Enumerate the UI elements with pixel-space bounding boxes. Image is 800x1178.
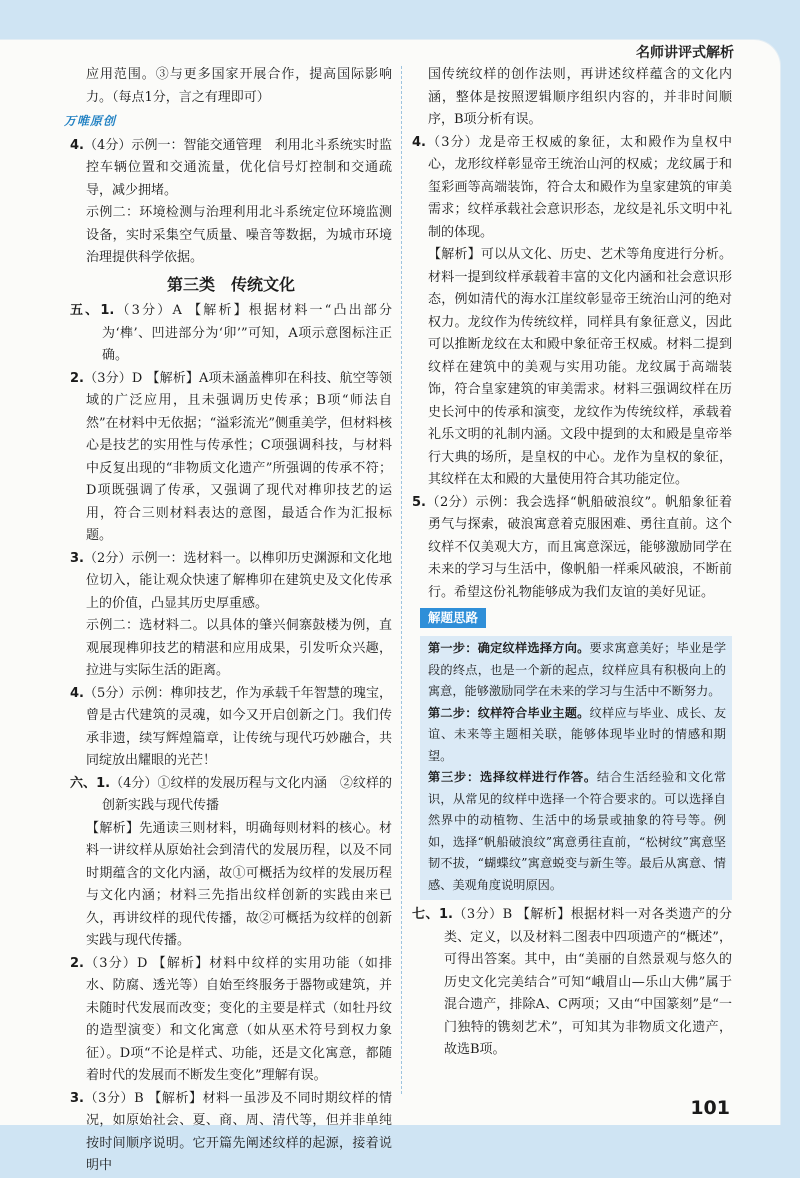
- six-q3: [70, 1088, 392, 1178]
- hint-step1-title: 第一步：确定纹样选择方向。: [428, 641, 590, 655]
- hint-step3-title: 第三步：选择纹样进行作答。: [428, 770, 597, 784]
- hint-label: 解题思路: [420, 608, 486, 628]
- seven-q1-number: 1.: [438, 907, 453, 922]
- six-q3-text: （3分）B 【解析】材料一虽涉及不同时期纹样的情况，如原始社会、夏、商、周、清代等，但并非单纯按时间顺序说明。它开篇先阐述纹样的起源，接着说明中: [83, 1090, 392, 1173]
- seven-prefix: 七、: [412, 907, 439, 922]
- six-q2-text: （3分）D 【解析】材料中纹样的实用功能（如排水、防腐、透光等）自始至终服务于器物或建筑，并未随时代发展而改变；变化的主要是样式（如牡丹纹的造型演变）和文化寓意（如从巫术符号到权力象征）。D项“不论是样式、功能，还是文化寓意，都随着时代的发展而不断发生变化”理解有误。: [83, 955, 392, 1083]
- column-divider: [401, 66, 402, 1094]
- brand-tag: 万唯原创: [64, 114, 117, 128]
- six-q4-analysis: 【解析】可以从文化、历史、艺术等角度进行分析。材料一提到纹样承载着丰富的文化内涵和社会意识形态，例如清代的海水江崖纹彰显帝王统治山河的绝对权力。龙纹作为传统纹样，同样具有象征意义，因此可以推断龙纹在太和殿中象征帝王权威。材料二提到纹样在建筑中的美观与实用功能。龙纹属于高端装饰，符合皇家建筑的审美需求。材料三强调纹样在历史长河中的传承和演变，龙纹作为传统纹样，承载着礼乐文明的礼制内涵。文段中提到的太和殿是皇帝举行大典的场所，是皇权的中心。龙作为皇权的象征，其纹样在太和殿的大量使用符合其功能定位。: [428, 247, 732, 487]
- q4-answer: [70, 135, 392, 203]
- five-q1-number: 1.: [100, 303, 115, 318]
- seven-q1: [412, 904, 732, 1062]
- left-column: [64, 64, 392, 1178]
- q4-text: （4分）示例一：智能交通管理 利用北斗系统实时监控车辆位置和交通流量，优化信号灯控制和交通疏导，减少拥堵。: [83, 137, 392, 198]
- six-q5-text: （2分）示例：我会选择“帆船破浪纹”。帆船象征着勇气与探索，破浪寓意着克服困难、勇往直前。这个纹样不仅美观大方，而且寓意深远，能够激励同学在未来的学习与生活中，像帆船一样乘风破浪，不断前行。希望这份礼物能够成为我们友谊的美好见证。: [425, 494, 732, 600]
- six-q4-text: （3分）龙是帝王权威的象征，太和殿作为皇权中心，龙形纹样彰显帝王统治山河的权威；龙纹属于和玺彩画等高端装饰，符合太和殿作为皇家建筑的审美需求；纹样承载社会意识形态，龙纹是礼乐文明中礼制的体现。: [425, 134, 732, 240]
- five-q2-number: 2.: [70, 370, 84, 386]
- six-q1-number: 1.: [96, 775, 111, 791]
- q4-number: 4.: [70, 137, 84, 153]
- hint-box: [420, 636, 732, 900]
- six-q3-continued: 国传统纹样的创作法则，再讲述纹样蕴含的文化内涵，整体是按照逻辑顺序组织内容的，并非时间顺序，B项分析有误。: [428, 67, 732, 127]
- five-q3-text: （2分）示例一：选材料一。以榫卯历史渊源和文化地位切入，能让观众快速了解榫卯在建筑史及文化传承上的价值，凸显其历史厚重感。: [83, 550, 392, 611]
- five-q4-text: （5分）示例：榫卯技艺，作为承载千年智慧的瑰宝，曾是古代建筑的灵魂，如今又开启创新之门。我们传承非遗，续写辉煌篇章，让传统与现代巧妙融合，共同绽放出耀眼的光芒！: [83, 685, 392, 768]
- five-q4-number: 4.: [70, 685, 84, 701]
- six-prefix: 六、: [70, 775, 97, 791]
- six-q1: [70, 773, 392, 818]
- hint-step2: [428, 703, 726, 768]
- page-number: 101: [690, 1097, 730, 1119]
- section-title: 第三类 传统文化: [166, 274, 295, 294]
- hint-step1-text: 要求寓意美好；毕业是学段的终点，也是一个新的起点，纹样应具有积极向上的寓意，能够激励同学在未来的学习与生活中不断努力。: [428, 641, 727, 698]
- five-q2: [70, 368, 392, 548]
- hint-step2-text: 纹样应与毕业、成长、友谊、未来等主题相关联，能够体现毕业时的情感和期望。: [428, 705, 727, 763]
- five-q2-text: （3分）D 【解析】A项未涵盖榫卯在科技、航空等领域的广泛应用，且未强调历史传承；B项“师法自然”在材料中无依据；“溢彩流光”侧重美学，但材料核心是技艺的实用性与传承性；C项强调科技，与材料中反复出现的“非物质文化遗产”所强调的传承不符；D项既强调了传承，又强调了现代对榫卯技艺的运用，符合三则材料表达的意图，最适合作为汇报标题。: [83, 370, 392, 543]
- five-q3-number: 3.: [70, 550, 84, 566]
- six-q4-number: 4.: [412, 134, 426, 150]
- intro-text: 应用范围。③与更多国家开展合作，提高国际影响力。（每点1分，言之有理即可）: [86, 67, 392, 105]
- five-q4: [70, 683, 392, 773]
- header-title: 名师讲评式解析: [636, 45, 734, 61]
- five-q3: [70, 548, 392, 616]
- six-q3-number: 3.: [70, 1090, 84, 1106]
- hint-step1: [428, 638, 726, 703]
- seven-q1-text: （3分）B 【解析】根据材料一对各类遗产的分类、定义，以及材料二图表中四项遗产的“概述”，可得出答案。其中，由“美丽的自然景观与悠久的历史文化完美结合”可知“峨眉山—乐山大佛”属于混合遗产，排除A、C两项；又由“中国篆刻”是“一门独特的镌刻艺术”，可知其为非物质文化遗产，故选B项。: [444, 907, 732, 1057]
- hint-step2-title: 第二步：纹样符合毕业主题。: [428, 705, 590, 720]
- six-q1-text: （4分）①纹样的发展历程与文化内涵 ②纹样的创新实践与现代传播: [102, 775, 392, 813]
- hint-step3-text: 结合生活经验和文化常识，从常见的纹样中选择一个符合要求的。可以选择自然界中的动植物、生活中的场景或抽象的符号等。例如，选择“帆船破浪纹”寓意勇往直前，“松树纹”寓意坚韧不拔，“蝴蝶纹”寓意蜕变与新生等。最后从寓意、情感、美观角度说明原因。: [428, 770, 727, 892]
- six-q1-analysis: 【解析】先通读三则材料，明确每则材料的核心。材料一讲纹样从原始社会到清代的发展历程，以及不同时期蕴含的文化内涵，故①可概括为纹样的发展历程与文化内涵；材料三先指出纹样创新的实践由来已久，再讲纹样的现代传播，故②可概括为纹样的创新实践与现代传播。: [86, 820, 392, 948]
- five-prefix: 五、: [70, 303, 101, 318]
- six-q2-number: 2.: [70, 955, 84, 971]
- six-q4: [412, 132, 732, 245]
- five-q3-example2: 示例二：选材料二。以具体的肇兴侗寨鼓楼为例，直观展现榫卯技艺的精湛和应用成果，引发听众兴趣，拉进与实际生活的距离。: [86, 618, 392, 678]
- six-q5: [412, 492, 732, 605]
- six-q5-number: 5.: [412, 494, 426, 510]
- five-q1-text: （3分）A 【解析】根据材料一“凸出部分为‘榫’、凹进部分为‘卯’”可知，A项示意图标注正确。: [102, 303, 392, 363]
- five-q1: [70, 300, 392, 368]
- right-column: [412, 64, 732, 1062]
- q4-example2: 示例二：环境检测与治理利用北斗系统定位环境监测设备，实时采集空气质量、噪音等数据，为城市环境治理提供科学依据。: [86, 205, 392, 265]
- six-q2: [70, 953, 392, 1088]
- hint-step3: [428, 767, 726, 896]
